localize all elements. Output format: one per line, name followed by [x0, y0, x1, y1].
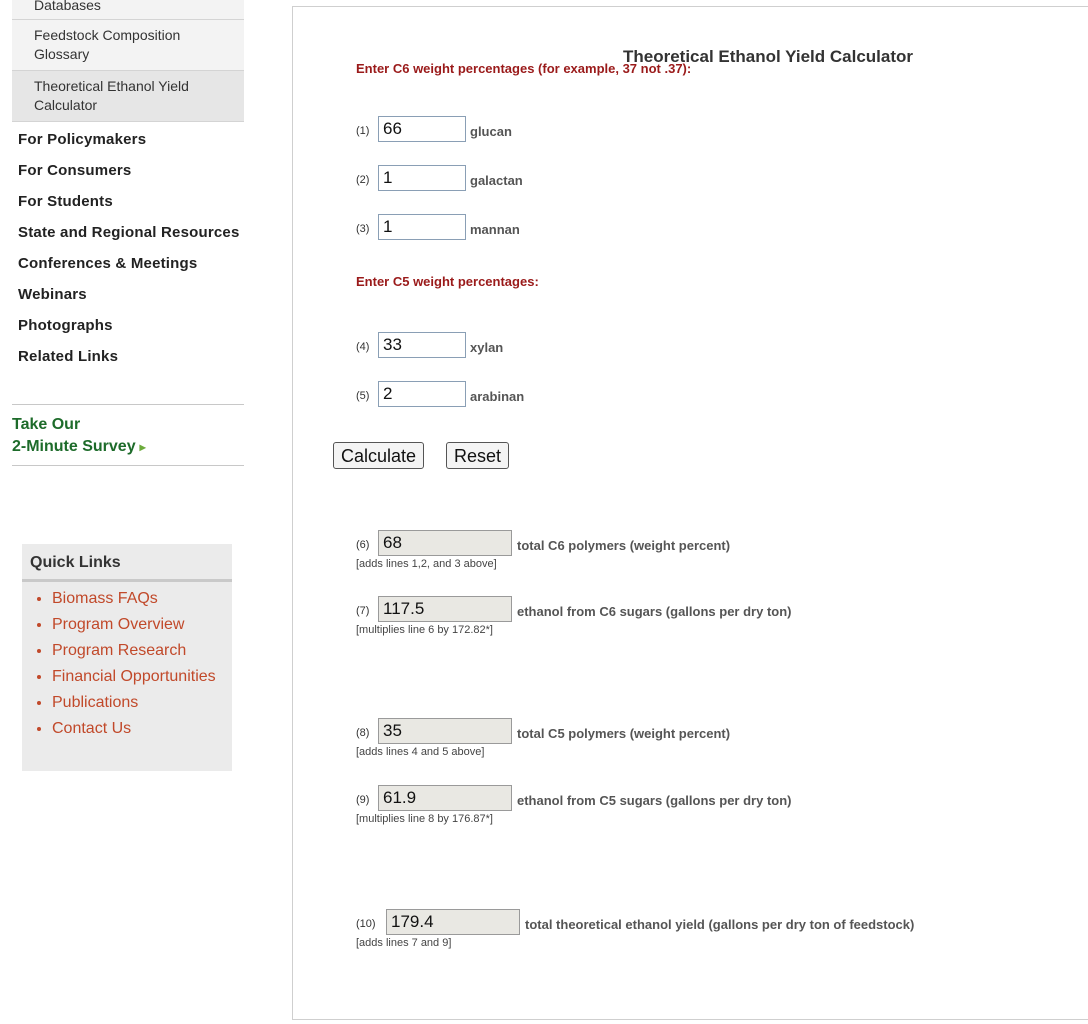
line-number: (3) — [356, 223, 370, 235]
arabinan-label: arabinan — [470, 389, 525, 404]
total-yield-output — [386, 909, 520, 935]
page-title: Theoretical Ethanol Yield Calculator — [623, 47, 914, 66]
line-number: (5) — [356, 390, 370, 402]
c5-total-label: total C5 polymers (weight percent) — [517, 726, 731, 741]
sidebar-nav — [18, 124, 244, 372]
quick-link-overview[interactable]: • Program Overview — [52, 614, 232, 640]
calculate-button[interactable]: Calculate — [333, 442, 424, 469]
quick-links-title: Quick Links — [22, 544, 232, 582]
sidebar-subnav — [12, 0, 244, 122]
arrow-right-icon: ▸ — [139, 440, 146, 454]
glucan-label: glucan — [470, 124, 512, 139]
c5-total-output — [378, 718, 512, 744]
c6-total-output — [378, 530, 512, 556]
nav-photographs[interactable]: Photographs — [18, 317, 113, 334]
survey-line-2: 2-Minute Survey ▸ — [12, 438, 146, 455]
quick-link-financial[interactable]: • Financial Opportunities — [52, 666, 232, 692]
quick-links-list — [22, 582, 232, 744]
quick-link-faqs[interactable]: • Biomass FAQs — [52, 588, 232, 614]
c5-total-note: [adds lines 4 and 5 above] — [356, 746, 485, 758]
galactan-label: galactan — [470, 173, 523, 188]
total-yield-note: [adds lines 7 and 9] — [356, 937, 452, 949]
c6-total-note: [adds lines 1,2, and 3 above] — [356, 558, 497, 570]
line-number: (1) — [356, 125, 370, 137]
survey-line-1: Take Our — [12, 416, 81, 433]
line-number: (6) — [356, 539, 370, 551]
nav-conferences[interactable]: Conferences & Meetings — [18, 255, 198, 272]
quick-link-publications[interactable]: • Publications — [52, 692, 232, 718]
nav-related-links[interactable]: Related Links — [18, 348, 119, 365]
nav-policymakers[interactable]: For Policymakers — [18, 131, 147, 148]
arabinan-input[interactable] — [378, 381, 466, 407]
c5-prompt: Enter C5 weight percentages: — [356, 274, 539, 289]
c5-ethanol-note: [multiplies line 8 by 176.87*] — [356, 813, 493, 825]
c6-ethanol-note: [multiplies line 6 by 172.82*] — [356, 624, 493, 636]
line-number: (2) — [356, 174, 370, 186]
quick-links-box — [22, 544, 232, 771]
c6-total-label: total C6 polymers (weight percent) — [517, 538, 731, 553]
sidebar-subitem-calculator[interactable]: Theoretical Ethanol Yield Calculator — [12, 71, 244, 122]
c5-ethanol-label: ethanol from C5 sugars (gallons per dry ton) — [517, 793, 792, 808]
quick-link-research[interactable]: • Program Research — [52, 640, 232, 666]
mannan-label: mannan — [470, 222, 520, 237]
calculator-panel — [292, 6, 1088, 1020]
line-number: (8) — [356, 727, 370, 739]
galactan-input[interactable] — [378, 165, 466, 191]
c6-prompt: Enter C6 weight percentages (for example, 37 not .37): — [356, 61, 692, 76]
glucan-input[interactable] — [378, 116, 466, 142]
nav-consumers[interactable]: For Consumers — [18, 162, 132, 179]
sidebar-subitem-databases[interactable]: Databases — [12, 0, 244, 20]
nav-webinars[interactable]: Webinars — [18, 286, 87, 303]
c6-ethanol-label: ethanol from C6 sugars (gallons per dry ton) — [517, 604, 792, 619]
line-number: (10) — [356, 918, 376, 930]
nav-students[interactable]: For Students — [18, 193, 113, 210]
c5-ethanol-output — [378, 785, 512, 811]
line-number: (9) — [356, 794, 370, 806]
xylan-label: xylan — [470, 340, 504, 355]
quick-link-contact[interactable]: • Contact Us — [52, 718, 232, 744]
sidebar-subitem-glossary[interactable]: Feedstock Composition Glossary — [12, 20, 244, 71]
xylan-input[interactable] — [378, 332, 466, 358]
line-number: (4) — [356, 341, 370, 353]
nav-state-regional[interactable]: State and Regional Resources — [18, 224, 240, 241]
reset-button[interactable]: Reset — [446, 442, 509, 469]
line-number: (7) — [356, 605, 370, 617]
c6-ethanol-output — [378, 596, 512, 622]
survey-link[interactable] — [12, 404, 244, 466]
mannan-input[interactable] — [378, 214, 466, 240]
total-yield-label: total theoretical ethanol yield (gallons per dry ton of feedstock) — [525, 917, 915, 932]
